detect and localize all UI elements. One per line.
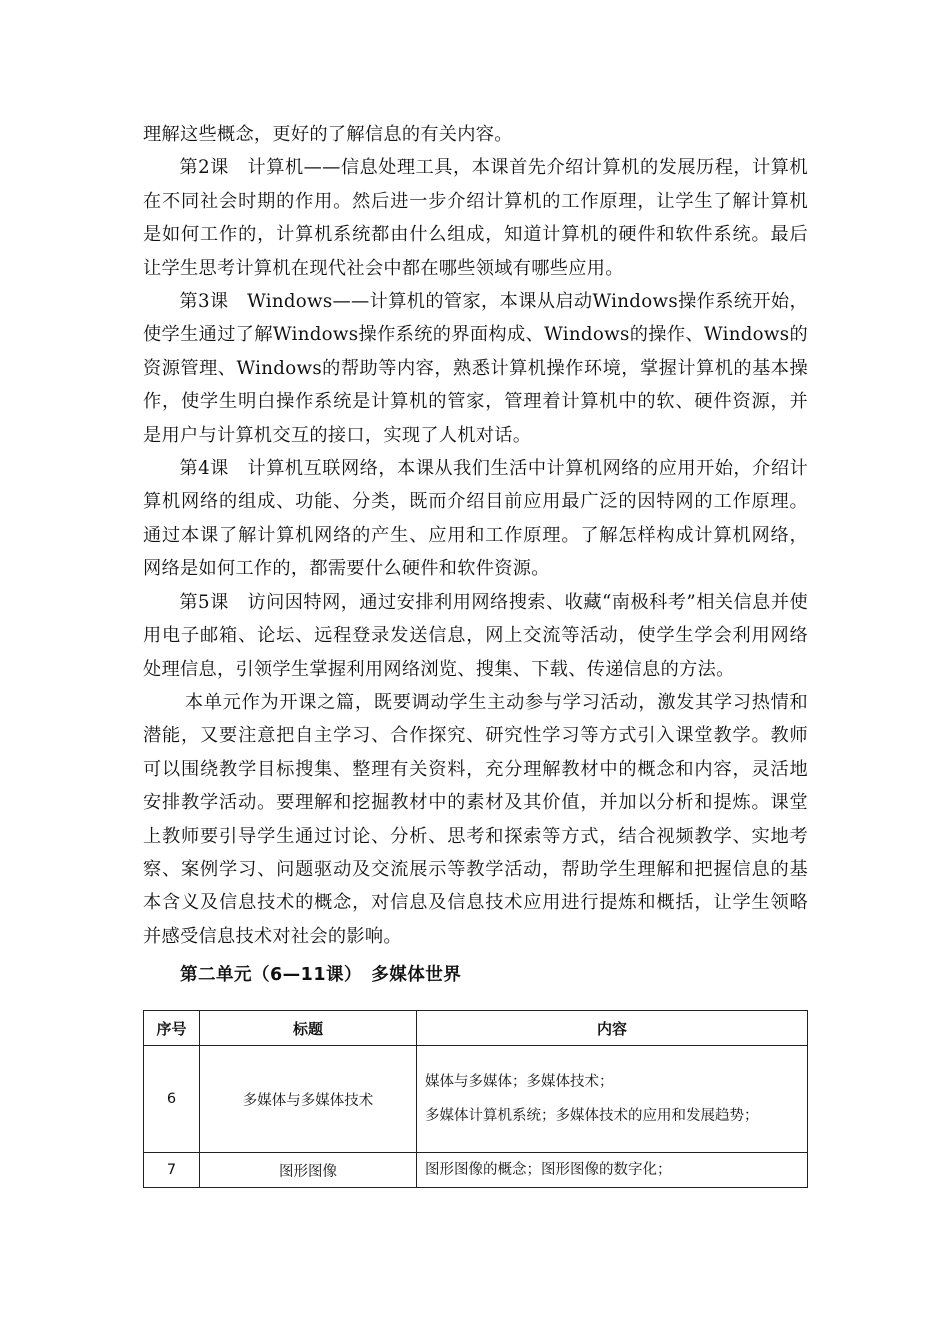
paragraph-unit-summary: 本单元作为开课之篇，既要调动学生主动参与学习活动，激发其学习热情和潜能，又要注意把自主学习、合作探究、研究性学习等方式引入课堂教学。教师可以围绕教学目标搜集、整理有关资料，充分理解教材中的概念和内容，灵活地安排教学活动。要理解和挖掘教材中的素材及其价值，并加以分析和提炼。课堂上教师要引导学生通过讨论、分析、思考和探索等方式，结合视频教学、实地考察、案例学习、问题驱动及交流展示等教学活动，帮助学生理解和把握信息的基本含义及信息技术的概念，对信息及信息技术应用进行提炼和概括，让学生领略并感受信息技术对社会的影响。 xyxy=(143,691,808,947)
paragraph-continuation: 理解这些概念，更好的了解信息的有关内容。 xyxy=(143,124,513,145)
row-number: 7 xyxy=(144,1153,200,1188)
paragraph-lesson-5: 第5课 访问因特网，通过安排利用网络搜索、收藏“南极科考”相关信息并使用电子邮箱、论坛、远程登录发送信息，网上交流等活动，使学生学会利用网络处理信息，引领学生掌握利用网络浏览、搜集、下载、传递信息的方法。 xyxy=(143,591,808,680)
content-line: 媒体与多媒体；多媒体技术； xyxy=(425,1074,614,1090)
content-line: 多媒体计算机系统；多媒体技术的应用和发展趋势； xyxy=(425,1108,759,1124)
row-number: 6 xyxy=(144,1046,200,1153)
row-title: 图形图像 xyxy=(200,1153,417,1188)
paragraph-lesson-2: 第2课 计算机——信息处理工具，本课首先介绍计算机的发展历程，计算机在不同社会时期的作用。然后进一步介绍计算机的工作原理，让学生了解计算机是如何工作的，计算机系统都由什么组成，知道计算机的硬件和软件系统。最后让学生思考计算机在现代社会中都在哪些领域有哪些应用。 xyxy=(143,157,808,279)
row-content xyxy=(417,1046,808,1153)
table-row xyxy=(144,1153,808,1188)
syllabus-table xyxy=(143,1010,808,1188)
row-title: 多媒体与多媒体技术 xyxy=(200,1046,417,1153)
content-line: 图形图像的概念；图形图像的数字化； xyxy=(425,1162,672,1178)
header-content: 内容 xyxy=(417,1011,808,1046)
row-content xyxy=(417,1153,808,1188)
paragraph-lesson-3: 第3课 Windows——计算机的管家，本课从启动Windows操作系统开始，使学生通过了解Windows操作系统的界面构成、Windows的操作、Windows的资源管理、Windows的帮助等内容，熟悉计算机操作环境，掌握计算机的基本操作，使学生明白操作系统是计算机的管家，管理着计算机中的软、硬件资源，并是用户与计算机交互的接口，实现了人机对话。 xyxy=(143,291,808,446)
header-number: 序号 xyxy=(144,1011,200,1046)
table-row xyxy=(144,1046,808,1153)
paragraph-lesson-4: 第4课 计算机互联网络，本课从我们生活中计算机网络的应用开始，介绍计算机网络的组成、功能、分类，既而介绍目前应用最广泛的因特网的工作原理。通过本课了解计算机网络的产生、应用和工作原理。了解怎样构成计算机网络，网络是如何工作的，都需要什么硬件和软件资源。 xyxy=(143,458,808,580)
table-header-row xyxy=(144,1011,808,1046)
header-title: 标题 xyxy=(200,1011,417,1046)
document-body xyxy=(143,118,808,995)
unit-heading: 第二单元（6—11课） 多媒体世界 xyxy=(180,965,462,986)
